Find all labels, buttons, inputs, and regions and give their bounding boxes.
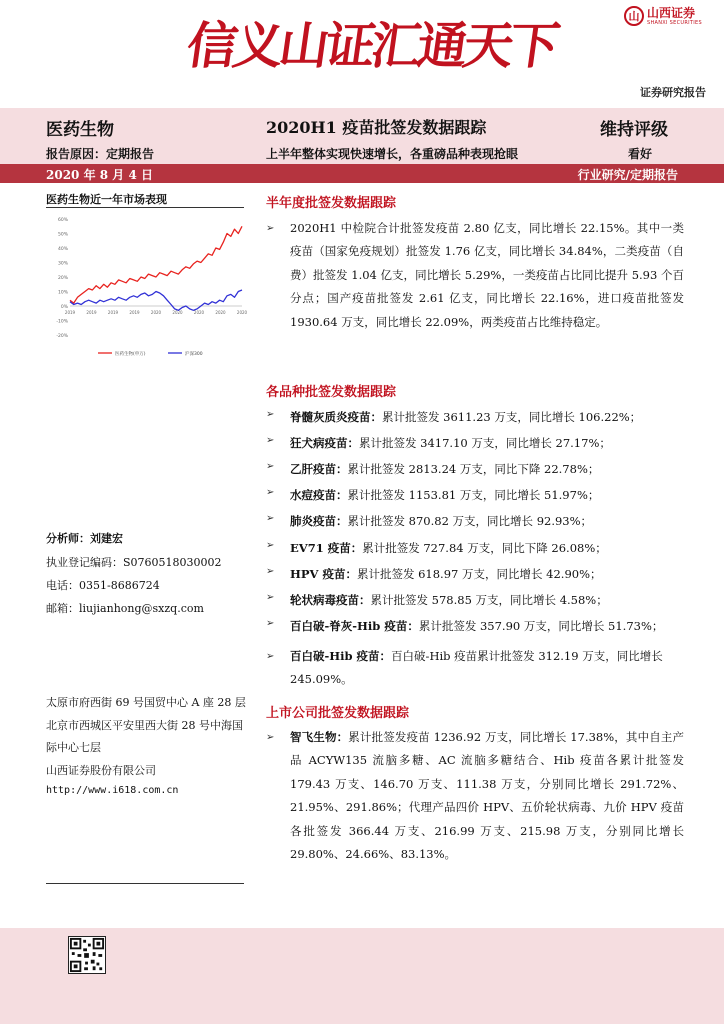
product-name: 百白破-脊灰-Hib 疫苗： xyxy=(290,618,419,633)
company-paragraph xyxy=(266,726,684,866)
date-band xyxy=(0,164,724,183)
top-banner xyxy=(0,0,724,108)
report-title: 2020H1 疫苗批签发数据跟踪 xyxy=(266,118,487,137)
report-header xyxy=(0,108,724,164)
chart-title: 医药生物近一年市场表现 xyxy=(46,193,167,206)
product-text: 累计批签发 2813.24 万支，同比下降 22.78%； xyxy=(347,462,600,477)
company-text: 累计批签发疫苗 1236.92 万支，同比增长 17.38%，其中自主产品 ACYW135 流脑多糖、AC 流脑多糖结合、Hib 疫苗各累计批签发 179.43 万支、146.70 万支、111.38 万支，分别同比增长 291.72%、21.95%、291.86%；代理产品四价 HPV、五价轮状病毒、九价 HPV 疫苗各批签发 366.44 万支、216.99 万支、215.98 万支，分别同比增长 29.80%、24.66%、83.13%。 xyxy=(290,730,685,862)
x-tick-label: 2020 xyxy=(215,310,226,315)
product-text: 累计批签发 3611.23 万支，同比增长 106.22%； xyxy=(382,410,642,424)
analyst-phone: 电话：0351-8686724 xyxy=(46,579,160,592)
product-text: 累计批签发 618.97 万支，同比增长 42.90%； xyxy=(356,566,602,581)
legend-label: 沪深300 xyxy=(185,352,203,357)
product-text: 累计批签发 870.82 万支，同比增长 92.93%； xyxy=(347,514,593,529)
bullet-arrow-icon: ➢ xyxy=(266,591,275,603)
product-name: 百白破-Hib 疫苗： xyxy=(290,649,392,663)
logo-name-en: SHANXI SECURITIES xyxy=(647,19,702,26)
company-logo xyxy=(624,6,702,26)
company-name: 山西证券股份有限公司 xyxy=(46,764,156,777)
analyst-license: 执业登记编码：S0760518030002 xyxy=(46,556,222,569)
sector-name: 医药生物 xyxy=(46,120,114,140)
address-taiyuan: 太原市府西街 69 号国贸中心 A 座 28 层 xyxy=(46,696,246,709)
x-tick-label: 2019 xyxy=(107,310,119,315)
series-line-csi300 xyxy=(70,290,242,310)
bullet-arrow-icon: ➢ xyxy=(266,565,275,577)
x-tick-label: 2019 xyxy=(86,310,97,315)
bullet-arrow-icon: ➢ xyxy=(266,732,275,743)
section-heading-products: 各品种批签发数据跟踪 xyxy=(266,385,397,400)
sidebar xyxy=(46,183,248,883)
address-beijing-line1: 北京市西城区平安里西大街 28 号中海国 xyxy=(46,719,243,732)
address-beijing-line2: 际中心七层 xyxy=(46,741,101,754)
y-tick-label: 10% xyxy=(57,290,68,296)
market-performance-chart xyxy=(46,213,248,361)
y-tick-label: 50% xyxy=(57,232,68,238)
analyst-name: 分析师：刘建宏 xyxy=(46,532,123,545)
y-tick-label: 40% xyxy=(57,247,68,252)
rating-label: 维持评级 xyxy=(600,120,668,140)
report-date: 2020 年 8 月 4 日 xyxy=(46,168,153,182)
x-tick-label: 2019 xyxy=(129,310,140,315)
x-tick-label: 2020 xyxy=(172,310,183,315)
qr-code-icon xyxy=(68,936,106,974)
x-tick-label: 2020 xyxy=(193,310,205,315)
bullet-arrow-icon: ➢ xyxy=(266,409,275,420)
report-kind-label: 证券研究报告 xyxy=(640,86,706,99)
logo-emblem-icon: 山 xyxy=(624,6,644,26)
y-tick-label: 30% xyxy=(57,261,68,267)
x-tick-label: 2020 xyxy=(150,310,162,315)
report-subtitle: 上半年整体实现快速增长，各重磅品种表现抢眼 xyxy=(266,147,519,161)
list-item xyxy=(266,645,684,692)
legend-label: 医药生物(申万) xyxy=(115,352,146,357)
product-text-continued: 245.09%。 xyxy=(290,672,353,687)
product-name: EV71 疫苗： xyxy=(290,540,363,555)
product-name: 水痘疫苗： xyxy=(290,488,348,503)
x-tick-label: 2019 xyxy=(64,310,76,315)
product-name: 脊髓灰质炎疫苗： xyxy=(290,410,382,424)
bullet-arrow-icon: ➢ xyxy=(266,539,275,551)
product-text: 累计批签发 727.84 万支，同比下降 26.08%； xyxy=(362,540,607,555)
report-reason: 报告原因：定期报告 xyxy=(46,147,155,161)
divider xyxy=(46,883,244,884)
y-tick-label: 0% xyxy=(60,305,68,310)
bullet-arrow-icon: ➢ xyxy=(266,461,275,473)
divider xyxy=(46,207,244,208)
product-text: 百白破-Hib 疫苗累计批签发 312.19 万支，同比增长 xyxy=(391,649,663,663)
rating-value: 看好 xyxy=(628,147,653,161)
bullet-arrow-icon: ➢ xyxy=(266,223,275,234)
banner-slogan: 信义山证汇通天下 xyxy=(183,16,560,75)
summary-text: 2020H1 中检院合计批签发疫苗 2.80 亿支，同比增长 22.15%。其中一类疫苗（国家免疫规划）批签发 1.76 亿支，同比增长 34.84%，二类疫苗（自费）批签发 1.04 亿支，同比增长 5.29%，一类疫苗占比同比提升 5.93 个百分点；国产疫苗批签发 2.61 亿支，同比增长 22.16%，进口疫苗批签发 1930.64 万支，同比增长 22.09%，两类疫苗占比维持稳定。 xyxy=(290,221,684,329)
logo-name-cn: 山西证券 xyxy=(647,5,696,20)
y-tick-label: -20% xyxy=(56,334,68,339)
y-tick-label: -10% xyxy=(56,319,68,325)
bullet-arrow-icon: ➢ xyxy=(266,487,275,499)
product-text: 累计批签发 578.85 万支，同比增长 4.58%； xyxy=(370,592,608,607)
footer-band xyxy=(0,928,724,1024)
y-tick-label: 60% xyxy=(57,218,68,223)
section-heading-half-year: 半年度批签发数据跟踪 xyxy=(266,196,397,211)
bullet-arrow-icon: ➢ xyxy=(266,435,275,447)
x-tick-label: 2020 xyxy=(236,310,248,315)
summary-paragraph xyxy=(266,217,684,334)
analyst-email[interactable]: 邮箱：liujianhong@sxzq.com xyxy=(46,602,204,615)
product-name: 肺炎疫苗： xyxy=(290,514,348,529)
product-text: 累计批签发 1153.81 万支，同比增长 51.97%； xyxy=(347,488,600,503)
company-website-link[interactable]: http://www.i618.com.cn xyxy=(46,785,179,796)
bullet-arrow-icon: ➢ xyxy=(266,513,275,525)
product-name: 狂犬病疫苗： xyxy=(290,436,359,451)
product-name: 乙肝疫苗： xyxy=(290,462,348,477)
product-name: HPV 疫苗： xyxy=(290,566,357,581)
bullet-arrow-icon: ➢ xyxy=(266,651,275,662)
report-type: 行业研究/定期报告 xyxy=(577,168,678,182)
section-heading-companies: 上市公司批签发数据跟踪 xyxy=(266,706,410,721)
y-tick-label: 20% xyxy=(57,276,68,281)
product-name: 轮状病毒疫苗： xyxy=(290,592,371,607)
product-text: 累计批签发 3417.10 万支，同比增长 27.17%； xyxy=(359,436,611,451)
bullet-arrow-icon: ➢ xyxy=(266,617,275,629)
product-text: 累计批签发 357.90 万支，同比增长 51.73%； xyxy=(418,618,664,633)
company-name-bold: 智飞生物： xyxy=(290,730,349,744)
